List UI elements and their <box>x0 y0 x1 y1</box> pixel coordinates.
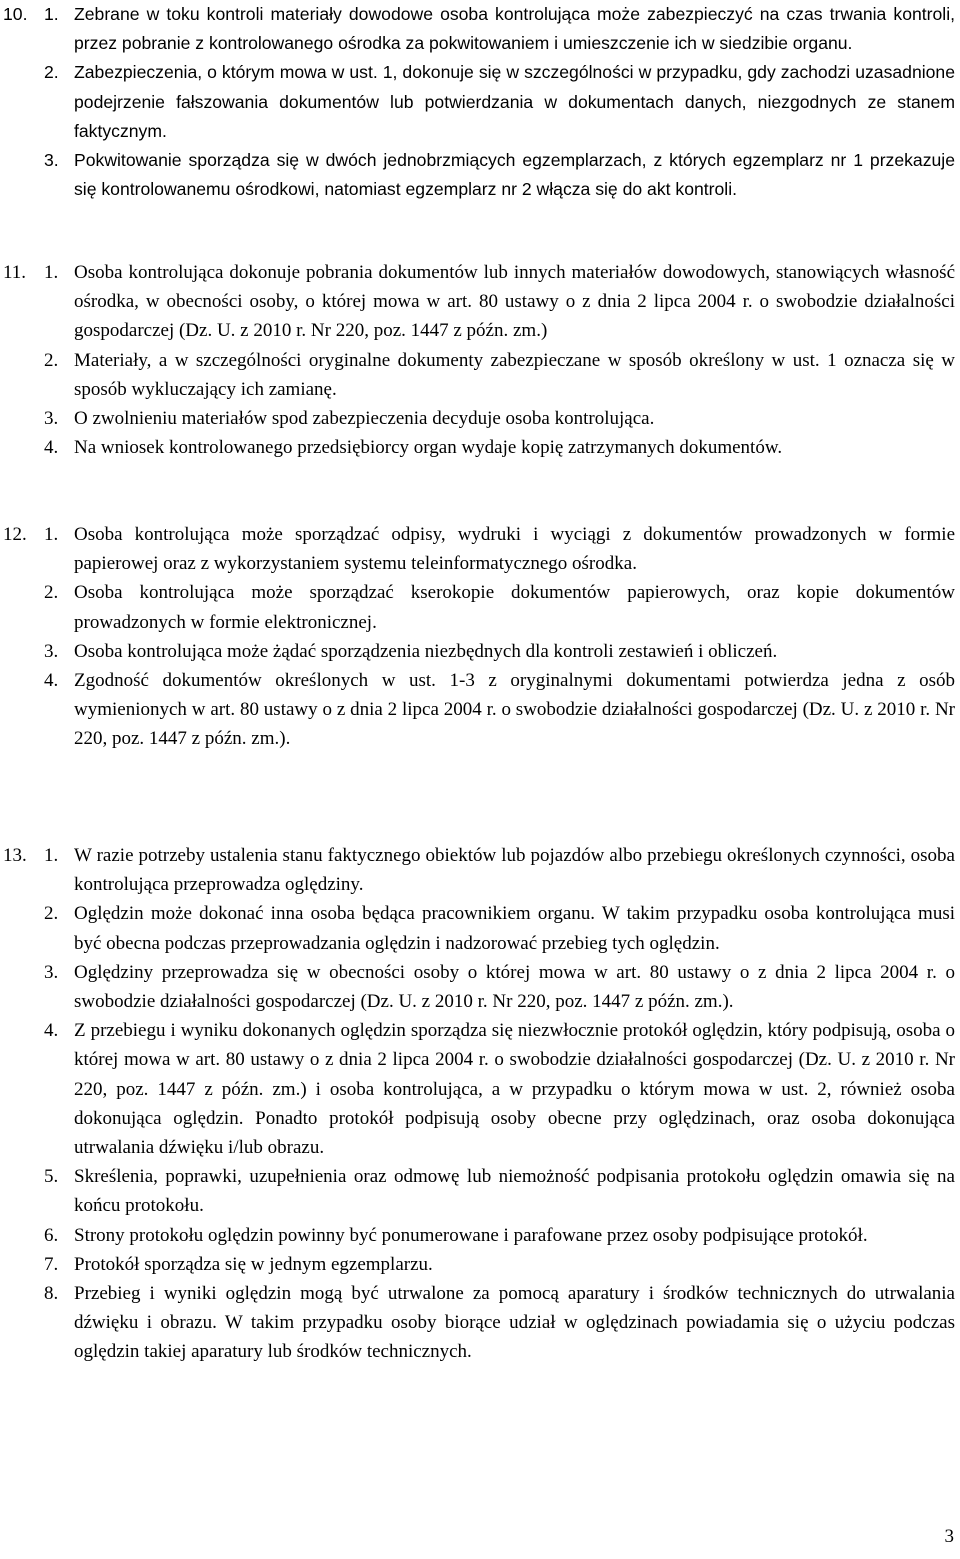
item-text: Materiały, a w szczególności oryginalne dokumenty zabezpieczane w sposób określony w ust. 1 oznacza się w sposób wykluczający ich zamianę. <box>74 349 955 400</box>
item-text: Osoba kontrolująca może sporządzać odpisy, wydruki i wyciągi z dokumentów prowadzonych w formie papierowej oraz z wykorzystaniem systemu teleinformatycznego ośrodka. <box>74 524 955 575</box>
item-number: 3. <box>44 408 59 430</box>
page-number: 3 <box>944 1525 954 1547</box>
item-text: Pokwitowanie sporządza się w dwóch jednobrzmiących egzemplarzach, z których egzemplarz nr 1 przekazuje się kontrolowanemu ośrodkowi, natomiast egzemplarz nr 2 włącza się do akt kontroli. <box>74 150 955 200</box>
item-number: 5. <box>44 1166 59 1188</box>
section-13-item-4 <box>0 1016 960 1162</box>
item-number: 1. <box>44 4 59 24</box>
item-number: 4. <box>44 670 59 692</box>
item-number: 2. <box>44 349 59 371</box>
item-text: Zgodność dokumentów określonych w ust. 1-3 z oryginalnymi dokumentami potwierdza jedna z osób wymienionych w art. 80 ustawy o z dnia 2 lipca 2004 r. o swobodzie działalności gospodarczej (Dz. U. z 2010 r. Nr 220, poz. 1447 z późn. zm.). <box>74 670 955 750</box>
item-text: Skreślenia, poprawki, uzupełnienia oraz odmowę lub niemożność podpisania protokołu oględzin omawia się na końcu protokołu. <box>74 1166 955 1217</box>
section-13-item-7 <box>0 1250 960 1279</box>
section-13-item-1 <box>0 841 960 899</box>
section-number: 12. <box>3 524 27 545</box>
item-text: Osoba kontrolująca może żądać sporządzenia niezbędnych dla kontroli zestawień i obliczeń. <box>74 640 778 662</box>
item-number: 3. <box>44 640 59 662</box>
item-number: 1. <box>44 524 59 545</box>
item-number: 2. <box>44 62 59 83</box>
section-number: 11. <box>3 262 27 283</box>
item-text: Oględzin może dokonać inna osoba będąca pracownikiem organu. W takim przypadku osoba kontrolująca musi być obecna podczas przeprowadzania oględzin i nadzorować przebieg tych oględzin. <box>74 903 955 954</box>
item-number: 2. <box>44 582 59 604</box>
item-text: Protokół sporządza się w jednym egzemplarzu. <box>74 1253 433 1275</box>
section-10-item-1 <box>0 0 960 58</box>
section-10-item-2 <box>0 58 960 146</box>
item-text: Na wniosek kontrolowanego przedsiębiorcy organ wydaje kopię zatrzymanych dokumentów. <box>74 437 783 459</box>
section-12 <box>0 520 960 754</box>
section-12-item-3 <box>0 637 960 666</box>
item-number: 7. <box>44 1253 59 1275</box>
item-number: 2. <box>44 903 59 925</box>
item-number: 3. <box>44 150 59 171</box>
section-12-item-4 <box>0 666 960 754</box>
section-13-item-8 <box>0 1279 960 1367</box>
section-11 <box>0 258 960 462</box>
item-number: 6. <box>44 1224 59 1246</box>
item-number: 1. <box>44 262 59 283</box>
section-11-item-1 <box>0 258 960 346</box>
item-text: O zwolnieniu materiałów spod zabezpieczenia decyduje osoba kontrolująca. <box>74 408 655 430</box>
section-12-item-1 <box>0 520 960 578</box>
item-text: Zebrane w toku kontroli materiały dowodowe osoba kontrolująca może zabezpieczyć na czas trwania kontroli, przez pobranie z kontrolowanego ośrodka za pokwitowaniem i umieszczenie ich w siedzibie organu. <box>74 4 955 54</box>
item-number: 3. <box>44 961 59 983</box>
section-10 <box>0 0 960 204</box>
section-10-item-3 <box>0 146 960 204</box>
section-13-item-3 <box>0 958 960 1016</box>
item-number: 1. <box>44 845 59 866</box>
item-text: Z przebiegu i wyniku dokonanych oględzin sporządza się niezwłocznie protokół oględzin, który podpisują, osoba o której mowa w art. 80 ustawy o z dnia 2 lipca 2004 r. o swobodzie działalności gospodarczej (Dz. U. z 2010 r. Nr 220, poz. 1447 z późn. zm.) i osoba kontrolująca, a w przypadku o którym mowa w ust. 2, również osoba dokonująca oględzin. Ponadto protokół podpisują osoby obecne przy oględzinach, oraz osoba dokonująca utrwalania dźwięku i/lub obrazu. <box>74 1020 955 1159</box>
section-11-item-3 <box>0 404 960 433</box>
section-12-item-2 <box>0 578 960 636</box>
item-number: 4. <box>44 437 59 459</box>
item-text: Zabezpieczenia, o którym mowa w ust. 1, dokonuje się w szczególności w przypadku, gdy zachodzi uzasadnione podejrzenie fałszowania dokumentów lub potwierdzania w dokumentach danych, niezgodnych ze stanem faktycznym. <box>74 62 955 141</box>
item-number: 4. <box>44 1020 59 1042</box>
section-13-item-6 <box>0 1221 960 1250</box>
section-13-item-5 <box>0 1162 960 1220</box>
section-number: 10. <box>3 4 28 24</box>
item-text: Przebieg i wyniki oględzin mogą być utrwalone za pomocą aparatury i środków technicznych do utrwalania dźwięku i obrazu. W takim przypadku osoby biorące udział w oględzinach powiadamia się o użyciu podczas oględzin takiej aparatury lub środków technicznych. <box>74 1283 955 1363</box>
item-text: Osoba kontrolująca może sporządzać kserokopie dokumentów papierowych, oraz kopie dokumentów prowadzonych w formie elektronicznej. <box>74 582 955 633</box>
section-13 <box>0 841 960 1367</box>
item-text: Strony protokołu oględzin powinny być ponumerowane i parafowane przez osoby podpisujące protokół. <box>74 1224 868 1246</box>
item-text: W razie potrzeby ustalenia stanu faktycznego obiektów lub pojazdów albo przebiegu określonych czynności, osoba kontrolująca przeprowadza oględziny. <box>74 845 955 896</box>
item-text: Osoba kontrolująca dokonuje pobrania dokumentów lub innych materiałów dowodowych, stanowiących własność ośrodka, w obecności osoby, o której mowa w art. 80 ustawy o z dnia 2 lipca 2004 r. o swobodzie działalności gospodarczej (Dz. U. z 2010 r. Nr 220, poz. 1447 z późn. zm.) <box>74 262 955 342</box>
section-13-item-2 <box>0 899 960 957</box>
section-11-item-2 <box>0 346 960 404</box>
item-number: 8. <box>44 1283 59 1305</box>
section-11-item-4 <box>0 433 960 462</box>
section-number: 13. <box>3 845 27 866</box>
item-text: Oględziny przeprowadza się w obecności osoby o której mowa w art. 80 ustawy o z dnia 2 lipca 2004 r. o swobodzie działalności gospodarczej (Dz. U. z 2010 r. Nr 220, poz. 1447 z późn. zm.). <box>74 961 955 1013</box>
